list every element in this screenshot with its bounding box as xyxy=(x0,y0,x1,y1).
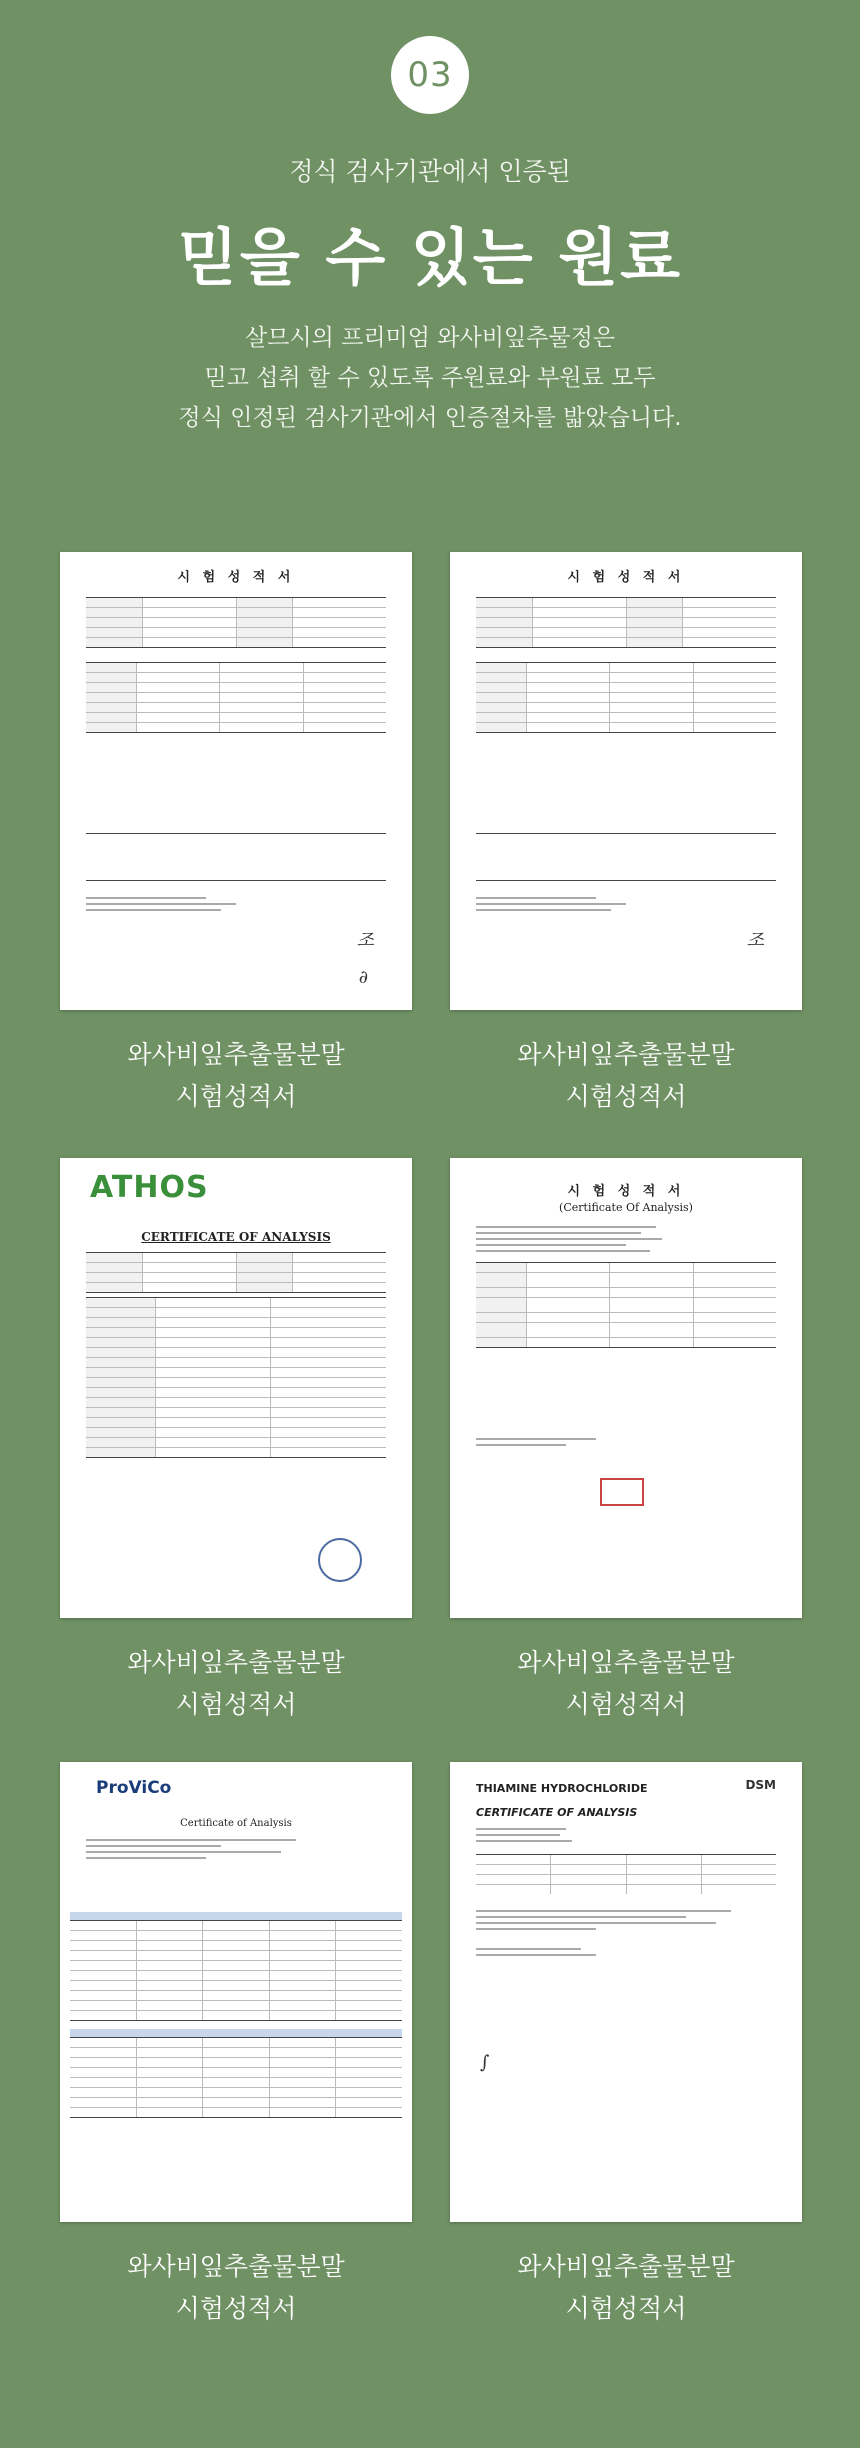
dsm-logo: DSM xyxy=(745,1778,776,1792)
company-stamp xyxy=(318,1538,362,1582)
section-description xyxy=(0,318,860,438)
signature: 조 xyxy=(746,930,764,951)
certificate-title: 시 험 성 적 서 xyxy=(177,570,295,585)
caption-line: 시험성적서 xyxy=(175,1690,297,1719)
signature: ∫ xyxy=(480,2052,490,2073)
certificate-image xyxy=(60,1762,412,2222)
caption-line: 와사비잎추출물분말 xyxy=(517,1648,735,1677)
certificate-caption xyxy=(450,1034,802,1118)
caption-line: 시험성적서 xyxy=(565,2294,687,2323)
certificate-caption xyxy=(450,2246,802,2330)
signature: 조 xyxy=(356,930,374,951)
certificate-image xyxy=(450,1762,802,2222)
red-seal-stamp xyxy=(600,1478,644,1506)
caption-line: 와사비잎추출물분말 xyxy=(517,2252,735,2281)
certificate-title: 시 험 성 적 서 xyxy=(567,1184,685,1199)
certificate-title: 시 험 성 적 서 xyxy=(567,570,685,585)
athos-logo: ATHOS xyxy=(90,1170,209,1205)
certificate-caption xyxy=(60,1034,412,1118)
certificate-caption xyxy=(450,1642,802,1726)
certificate-caption xyxy=(60,2246,412,2330)
provico-logo: ProViCo xyxy=(96,1778,172,1798)
caption-line: 시험성적서 xyxy=(565,1082,687,1111)
certificate-image xyxy=(60,1158,412,1618)
certificate-image xyxy=(450,1158,802,1618)
description-line: 믿고 섭취 할 수 있도록 주원료와 부원료 모두 xyxy=(204,365,656,391)
section-subtitle: 정식 검사기관에서 인증된 xyxy=(289,157,571,186)
certificate-title: CERTIFICATE OF ANALYSIS xyxy=(141,1230,331,1244)
certificate-image xyxy=(60,552,412,1010)
caption-line: 시험성적서 xyxy=(565,1690,687,1719)
certificate-title: Certificate of Analysis xyxy=(180,1818,292,1829)
signature: ∂ xyxy=(358,967,368,988)
certificate-caption xyxy=(60,1642,412,1726)
description-line: 정식 인정된 검사기관에서 인증절차를 밟았습니다. xyxy=(178,405,682,431)
description-line: 살므시의 프리미엄 와사비잎추물정은 xyxy=(244,325,616,351)
certificate-title: CERTIFICATE OF ANALYSIS xyxy=(476,1806,638,1819)
caption-line: 시험성적서 xyxy=(175,2294,297,2323)
section-number: 03 xyxy=(407,55,453,95)
certificate-subtitle: (Certificate Of Analysis) xyxy=(559,1201,693,1214)
certificate-image xyxy=(450,552,802,1010)
section-number-badge xyxy=(391,36,469,114)
caption-line: 와사비잎추출물분말 xyxy=(127,1648,345,1677)
caption-line: 와사비잎추출물분말 xyxy=(517,1040,735,1069)
caption-line: 시험성적서 xyxy=(175,1082,297,1111)
caption-line: 와사비잎추출물분말 xyxy=(127,1040,345,1069)
section-title: 믿을 수 있는 원료 xyxy=(178,221,682,294)
caption-line: 와사비잎추출물분말 xyxy=(127,2252,345,2281)
dsm-heading: THIAMINE HYDROCHLORIDE xyxy=(476,1782,648,1795)
